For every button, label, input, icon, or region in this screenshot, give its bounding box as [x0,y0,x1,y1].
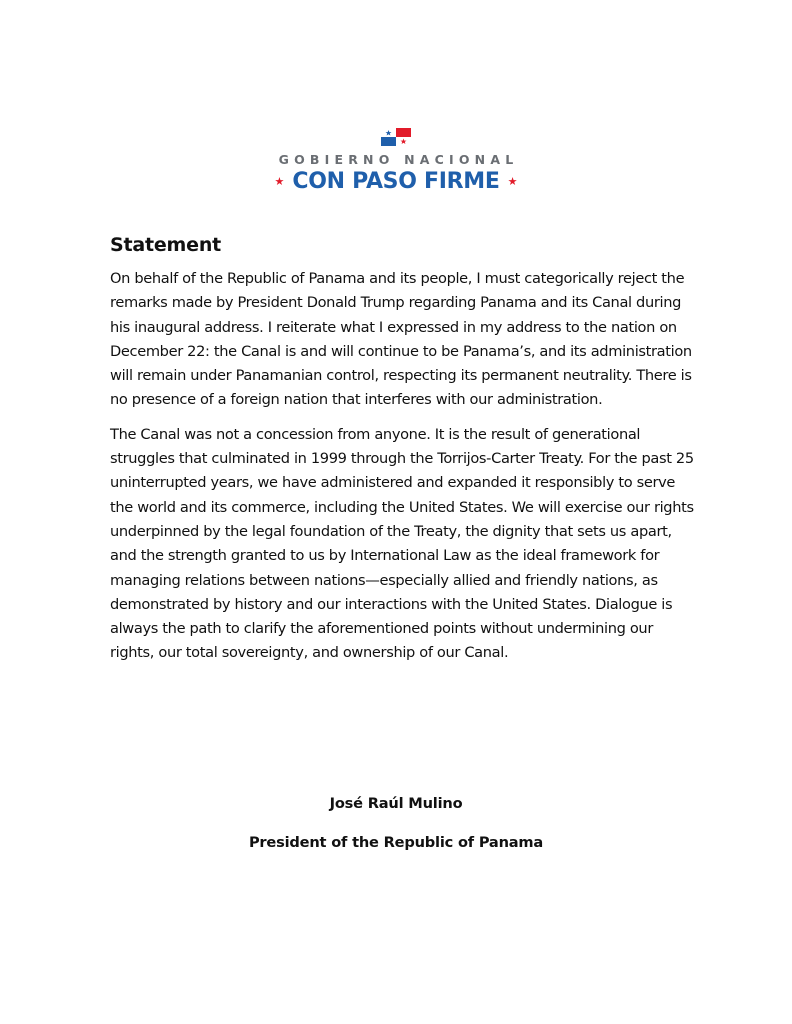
statement-heading: Statement [110,234,222,256]
paragraph: On behalf of the Republic of Panama and its people, I must categorically reject the remarks made by President Donald Trump regarding Panama and its Canal during his inaugural address. I reiterate what I expressed in my address to the nation on December 22: the Canal is and will continue to be Panama’s, and its administration will remain under Panamanian control, respecting its permanent neutrality. There is no presence of a foreign nation that interferes with our administration. [110,270,692,409]
letterhead [0,128,792,194]
signatory-name: José Raúl Mulino [329,795,463,812]
statement-body [110,234,700,676]
slogan-row [0,169,792,194]
panama-flag-icon [381,128,411,146]
signatory-title: President of the Republic of Panama [248,834,544,851]
paragraph: The Canal was not a concession from anyone. It is the result of generational struggles that culminated in 1999 through the Torrijos-Carter Treaty. For the past 25 uninterrupted years, we have administered and expanded it responsibly to serve the world and its commerce, including the United States. We will exercise our rights underpinned by the legal foundation of the Treaty, the dignity that sets us apart, and the strength granted to us by International Law as the ideal framework for managing relations between nations—especially allied and friendly nations, as demonstrated by history and our interactions with the United States. Dialogue is always the path to clarify the aforementioned points without undermining our rights, our total sovereignty, and ownership of our Canal. [110,425,694,662]
star-icon: ★ [507,176,518,188]
slogan: CON PASO FIRME [292,169,500,194]
government-name: GOBIERNO NACIONAL [278,152,519,167]
star-icon: ★ [274,176,285,188]
